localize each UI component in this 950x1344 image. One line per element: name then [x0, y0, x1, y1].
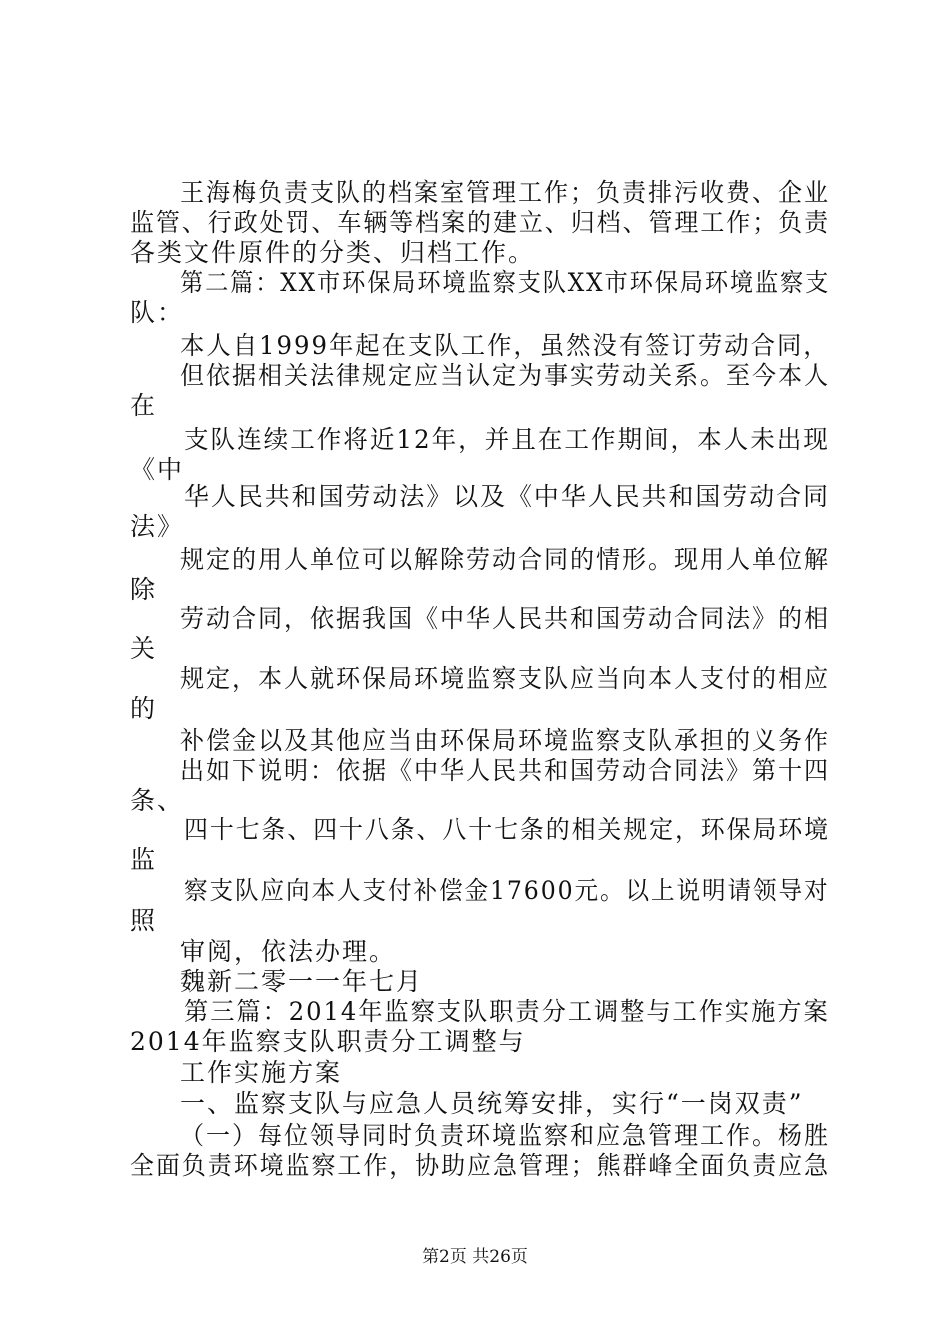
text-line: 四十七条、四十八条、八十七条的相关规定，环保局环境	[184, 815, 830, 844]
text-line: 规定，本人就环保局环境监察支队应当向本人支付的相应	[180, 664, 831, 693]
section-heading: 第二篇：XX市环保局环境监察支队XX市环保局环境监察支	[180, 268, 831, 297]
text-line: （一）每位领导同时负责环境监察和应急管理工作。杨胜	[180, 1121, 831, 1150]
text-line: 工作实施方案	[180, 1058, 343, 1087]
text-line: 察支队应向本人支付补偿金17600元。以上说明请领导对	[184, 876, 830, 905]
text-line: 王海梅负责支队的档案室管理工作；负责排污收费、企业	[180, 178, 831, 207]
text-line: 补偿金以及其他应当由环保局环境监察支队承担的义务作	[180, 726, 831, 755]
text-line: 监管、行政处罚、车辆等档案的建立、归档、管理工作；负责	[130, 208, 831, 237]
text-line: 法》	[130, 512, 185, 541]
text-line: 在	[130, 391, 158, 420]
text-line: 《中	[130, 455, 185, 484]
text-line: 劳动合同，依据我国《中华人民共和国劳动合同法》的相	[180, 604, 831, 633]
text-line: 队：	[130, 298, 185, 327]
text-line: 规定的用人单位可以解除劳动合同的情形。现用人单位解	[180, 545, 831, 574]
text-line: 各类文件原件的分类、归档工作。	[130, 238, 536, 267]
text-line: 支队连续工作将近12年，并且在工作期间，本人未出现	[184, 425, 830, 454]
text-line: 本人自1999年起在支队工作，虽然没有签订劳动合同，	[180, 331, 830, 360]
text-line: 条、	[130, 786, 185, 815]
subheading: 一、监察支队与应急人员统筹安排，实行“一岗双责”	[180, 1089, 804, 1118]
text-line: 出如下说明：依据《中华人民共和国劳动合同法》第十四	[180, 756, 831, 785]
text-line: 2014年监察支队职责分工调整与	[130, 1027, 526, 1056]
text-line: 全面负责环境监察工作，协助应急管理；熊群峰全面负责应急	[130, 1151, 831, 1180]
text-line: 的	[130, 694, 158, 723]
text-line: 华人民共和国劳动法》以及《中华人民共和国劳动合同	[184, 482, 831, 511]
text-line: 关	[130, 634, 158, 663]
text-line: 监	[130, 845, 158, 874]
page-number-footer: 第2页 共26页	[422, 1247, 528, 1267]
section-heading: 第三篇：2014年监察支队职责分工调整与工作实施方案	[184, 997, 830, 1026]
text-line: 审阅，依法办理。	[180, 937, 397, 966]
text-line: 但依据相关法律规定应当认定为事实劳动关系。至今本人	[180, 361, 831, 390]
text-line: 除	[130, 575, 158, 604]
signature-date: 魏新二零一一年七月	[180, 967, 424, 996]
text-line: 照	[130, 906, 158, 935]
